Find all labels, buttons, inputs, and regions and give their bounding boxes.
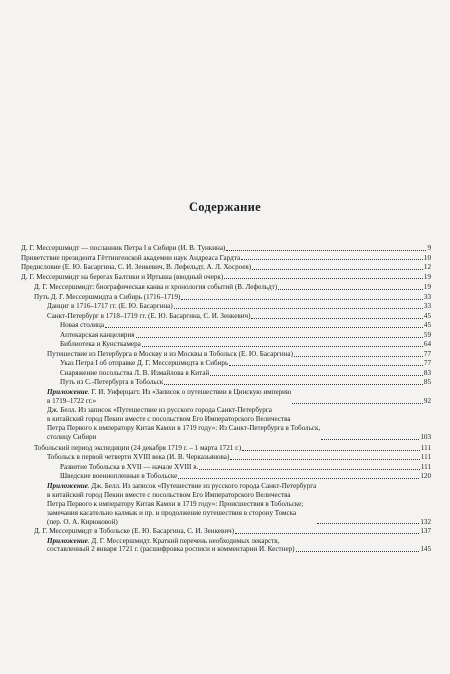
toc-entry (21, 482, 431, 527)
toc-entry-title (21, 273, 223, 282)
toc-entry-title (34, 293, 180, 302)
toc-page-number: 120 (420, 472, 431, 481)
toc-page-number: 85 (423, 378, 431, 387)
dot-leader (294, 356, 423, 357)
dot-leader (321, 439, 419, 440)
toc-entry (21, 263, 431, 272)
toc-entry (21, 378, 431, 387)
toc-entry-line: Тобольский период экспедиции (24 декабря 1719 г. – 1 марта 1721 г.) (34, 443, 242, 452)
toc-entry-line: Снаряжение посольства Л. В. Измайлова в Китай (60, 368, 210, 377)
dot-leader (226, 250, 426, 251)
toc-entry (21, 359, 431, 368)
toc-entry (21, 321, 431, 330)
toc-entry-line: Приложение. Г. И. Унферцагт. Из «Записок о путешествии в Цинскую империю (47, 387, 292, 396)
toc-entry-title (34, 283, 277, 292)
toc-entry-line: Д. Г. Мессершмидт: биографическая канва и хронология событий (В. Лефельдт) (34, 283, 278, 292)
toc-entry-title (60, 463, 198, 472)
toc-entry-line: Путь Д. Г. Мессершмидта в Сибирь (1716–1719) (34, 292, 181, 301)
toc-page-number: 19 (423, 283, 431, 292)
toc-entry-line: Санкт-Петербург в 1718–1719 гг. (Е. Ю. Басаргина, С. И. Зенкевич) (47, 311, 251, 320)
toc-entry-line: замечания касательно калмык и пр. и продолжение путешествия в сторону Томска (47, 508, 297, 517)
toc-page-number: 103 (420, 433, 431, 442)
dot-leader (164, 384, 423, 385)
toc-entry-title (47, 537, 295, 555)
toc-entry-title (60, 321, 104, 330)
toc-entry (21, 527, 431, 536)
appendix-label: Приложение (47, 536, 88, 545)
toc-entry-line: Шведские военнопленные в Тобольске (60, 472, 178, 481)
toc-entry-title (21, 254, 240, 263)
toc-entry (21, 273, 431, 282)
dot-leader (210, 375, 423, 376)
toc-entry-line: Петра Первого к императору Китая Камхи в 1719 году»: Происшествия в Тобольске; (47, 499, 304, 508)
toc-page-number: 137 (420, 527, 431, 536)
dot-leader (199, 469, 420, 470)
toc-entry-line: Тобольск в первой четверти XVIII века (И. В. Черказьянова) (47, 453, 230, 462)
toc-entry-line: Библиотека и Кунсткамера (60, 340, 141, 349)
toc-entry-line: Д. Г. Мессершмидт в Тобольске (Е. Ю. Басаргина, С. И. Зенкевич) (34, 527, 235, 536)
toc-page-number: 9 (427, 244, 431, 252)
toc-page-number: 111 (420, 462, 431, 471)
toc-entry-title (47, 350, 293, 359)
dot-leader (278, 289, 423, 290)
toc-entry-line: Приложение. Дж. Белл. Из записок «Путешествие из русского города Санкт-Петербурга (47, 481, 317, 490)
toc-entry-line: Указ Петра I об отправке Д. Г. Мессершмидта в Сибирь (60, 359, 229, 368)
toc-entry (21, 331, 431, 340)
dot-leader (241, 259, 423, 260)
toc-entry-line: в китайский город Пекин вместе с посольством Его Императорского Величества (47, 490, 291, 499)
toc-entry-title (47, 482, 316, 527)
toc-entry-title (60, 340, 141, 349)
dot-leader (296, 551, 420, 552)
toc-entry-title (60, 359, 228, 368)
toc-page-number: 111 (420, 453, 431, 462)
toc-entry-line: Предисловие (Е. Ю. Басаргина, С. И. Зенкевич, В. Лефельдт, А. Л. Хосроев) (21, 263, 252, 271)
toc-page-number: 64 (423, 340, 431, 349)
toc-entry-line: Дж. Белл. Из записок «Путешествие из русского города Санкт-Петербурга (47, 406, 272, 415)
table-of-contents (21, 244, 431, 555)
dot-leader (142, 346, 423, 347)
dot-leader (178, 478, 419, 479)
toc-entry-line: в 1719–1722 гг.» (47, 396, 97, 405)
toc-entry-title (47, 302, 173, 311)
toc-entry-title (47, 312, 250, 321)
dot-leader (181, 299, 423, 300)
toc-entry-line: Путешествие из Петербурга в Москву и из Москвы в Тобольск (Е. Ю. Басаргина) (47, 349, 293, 358)
toc-entry (21, 388, 431, 406)
toc-entry-title (60, 378, 163, 387)
toc-page-number: 33 (423, 302, 431, 311)
toc-entry-line: Развитие Тобольска в XVII — начале XVIII в. (60, 462, 199, 471)
toc-page-number: 132 (420, 517, 431, 526)
toc-entry-title (21, 244, 225, 253)
dot-leader (242, 450, 420, 451)
toc-page-number: 45 (423, 321, 431, 330)
toc-entry-line: Приложение. Д. Г. Мессершмидт. Краткий перечень необходимых лекарств, (47, 536, 280, 545)
toc-entry (21, 340, 431, 349)
toc-entry-title (60, 472, 177, 481)
toc-entry (21, 312, 431, 321)
toc-entry (21, 406, 431, 442)
toc-entry-line: (пер. О. А. Кирюковой) (47, 517, 118, 526)
toc-page-number: 83 (423, 368, 431, 377)
toc-entry (21, 254, 431, 263)
toc-page-number: 77 (423, 349, 431, 358)
appendix-label: Приложение (47, 387, 88, 396)
dot-leader (174, 308, 423, 309)
toc-entry-line: Петра Первого к императору Китая Камхи в 1719 году»: Из Санкт-Петербурга в Тобольск, (47, 424, 321, 433)
toc-entry-line: Аптекарская канцелярия (60, 330, 135, 339)
toc-entry-title (47, 388, 291, 406)
toc-entry-title (21, 263, 251, 272)
toc-entry-line: Д. Г. Мессершмидт на берегах Балтики и Иртыша (вводный очерк) (21, 272, 224, 281)
toc-page-number: 10 (423, 253, 431, 262)
toc-entry (21, 369, 431, 378)
toc-page-number: 59 (423, 330, 431, 339)
page-title: Содержание (188, 200, 261, 214)
toc-entry (21, 293, 431, 302)
toc-entry (21, 444, 431, 453)
dot-leader (251, 318, 422, 319)
toc-entry-line: Приветствие президента Гёттингенской академии наук Андреаса Гардта (21, 253, 241, 262)
toc-entry-title (47, 453, 229, 462)
toc-page-number: 19 (423, 272, 431, 281)
toc-entry (21, 302, 431, 311)
dot-leader (317, 523, 419, 524)
toc-page-number: 111 (420, 443, 431, 452)
toc-entry-line: столицу Сибири (47, 433, 97, 442)
toc-entry-line: Данциг в 1716–1717 гг. (Е. Ю. Басаргина) (47, 302, 173, 311)
toc-entry-title (60, 369, 209, 378)
toc-page-number: 92 (423, 396, 431, 405)
dot-leader (252, 269, 423, 270)
toc-page-number: 77 (423, 359, 431, 368)
toc-entry (21, 244, 431, 253)
toc-page-number: 45 (423, 311, 431, 320)
dot-leader (229, 365, 423, 366)
dot-leader (292, 403, 423, 404)
toc-entry-title (60, 331, 135, 340)
dot-leader (230, 459, 420, 460)
toc-entry-title (34, 444, 241, 453)
toc-entry-title (47, 406, 320, 442)
toc-entry (21, 463, 431, 472)
toc-entry-line: Д. Г. Мессершмидт — посланник Петра I в Сибири (И. В. Тункина) (21, 244, 226, 252)
toc-entry-title (34, 527, 234, 536)
dot-leader (136, 337, 423, 338)
toc-entry (21, 350, 431, 359)
toc-page-number: 145 (420, 545, 431, 554)
toc-page-number: 12 (423, 263, 431, 271)
toc-entry-line: Новая столица (60, 321, 104, 330)
toc-entry (21, 472, 431, 481)
toc-entry (21, 537, 431, 555)
dot-leader (105, 327, 423, 328)
toc-page-number: 33 (423, 292, 431, 301)
toc-entry-line: в китайский город Пекин вместе с посольством Его Императорского Величества (47, 415, 291, 424)
toc-entry (21, 283, 431, 292)
toc-entry-line: Путь из С.-Петербурга в Тобольск (60, 378, 164, 387)
appendix-label: Приложение (47, 481, 88, 490)
dot-leader (224, 278, 423, 279)
toc-entry (21, 453, 431, 462)
toc-entry-line: составленный 2 января 1721 г. (расшифровка росписи и комментарии И. Кестнер) (47, 545, 295, 554)
dot-leader (235, 533, 419, 534)
